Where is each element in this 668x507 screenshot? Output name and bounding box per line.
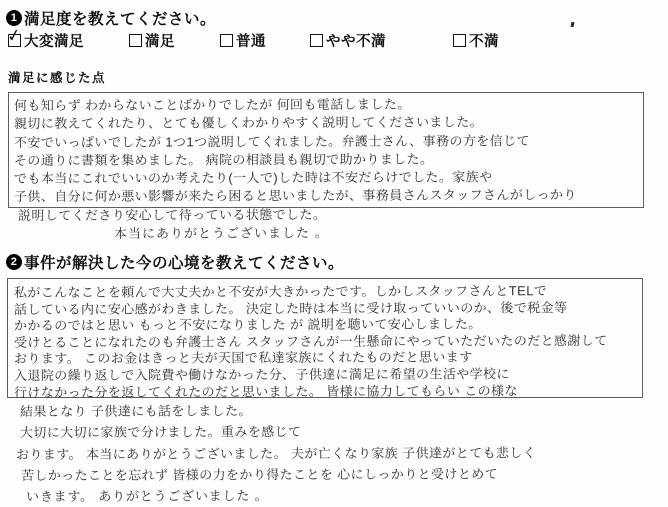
check-icon: ✓: [5, 24, 24, 48]
handwritten-line: でも本当にこれでいいのか考えたり(一人で)した時は不安だらけでした。家族や: [13, 169, 493, 187]
handwritten-answer-1: [14, 95, 577, 241]
checkbox-unchecked: [310, 34, 323, 47]
option-manzoku: [129, 30, 175, 51]
question2-title: 事件が解決した今の心境を教えてください。: [24, 255, 345, 272]
option-futsuu: [220, 30, 266, 51]
handwritten-line: かかるのではと思い もっと不安になりました が 説明を聴いて安心しました。: [13, 316, 482, 334]
option-label: 満足: [145, 34, 175, 50]
handwritten-answer-2-overflow: [14, 401, 536, 507]
checkbox-unchecked: [220, 34, 233, 47]
handwritten-line: 子供、自分に何か悪い影響が来たら困ると思いましたが、事務員さんスタッフさんがしっかり: [13, 187, 577, 205]
handwritten-line: 本当にありがとうございました 。: [113, 225, 329, 242]
handwritten-line: おります。 このお金はきっと夫が天国で私達家族にくれたものだと思います: [13, 349, 473, 367]
option-daihen-manzoku: [5, 24, 84, 51]
question2-header: [6, 251, 344, 273]
handwritten-line: 大切に大切に家族で分けました。重みを感じて: [19, 424, 302, 441]
handwritten-line: 話している内に安心感がわきました。 決定した時は本当に受け取っていいのか、後で税金等: [13, 299, 568, 317]
option-label: 不満: [469, 34, 499, 50]
handwritten-answer-2: [14, 282, 608, 398]
option-fuman: [453, 30, 499, 51]
checkbox-checked: [5, 24, 24, 48]
question1-header: [6, 7, 216, 29]
option-label: 大変満足: [24, 34, 84, 50]
option-label: 普通: [236, 34, 266, 50]
question1-title: 満足度を教えてください。: [24, 11, 217, 28]
handwritten-line: 私がこんなことを頼んで大丈夫かと不安が大きかったです。しかしスタッフさんとTELで: [13, 283, 548, 300]
checkbox-unchecked: [453, 34, 466, 47]
handwritten-line: 説明してくださり安心して待っている状態でした。: [17, 206, 327, 223]
option-yaya-fuman: [310, 30, 386, 51]
option-label: やや不満: [326, 34, 386, 50]
handwritten-line: 結果となり 子供達にも話をしました。: [19, 403, 252, 419]
handwritten-line: 何も知らず わからないことばかりでしたが 何回も電話しました。: [13, 96, 411, 113]
handwritten-line: 行けなかった分を返してくれたのだと思いました。 皆様に協力してもらい この様な: [13, 382, 518, 400]
handwritten-line: その通りに書類を集めました。 病院の相談員も親切で助かりました。: [13, 151, 434, 168]
handwritten-line: 苦しかったことを忘れず 皆様の力をかり得たことを 心にしっかりと受けとめて: [20, 466, 499, 483]
handwritten-line: おります。 本当にありがとうございました。 夫が亡くなり家族 子供達がとても悲しく: [15, 444, 537, 462]
handwritten-line: 入退院の繰り返しで入院費や働けなかった分、子供達に満足に希望の生活や学校に: [13, 366, 510, 383]
handwritten-line: いきます。 ありがとうございました 。: [25, 488, 269, 505]
question1-number-badge: 1: [6, 10, 22, 26]
scan-artifact-speck: [571, 22, 575, 28]
satisfied-points-heading: 満足に感じた点: [8, 71, 107, 85]
handwritten-line: 受けとることになれたのも弁護士さん スタッフさんが一生懸命にやっていただいたのだと感謝して: [13, 332, 608, 350]
handwritten-line: 親切に教えてくれたり、とても優しくわかりやすく説明してくださいました。: [13, 114, 484, 132]
handwritten-line: 不安でいっぱいでしたが 1つ1つ説明してくれました。弁護士さん、事務の方を信じて: [13, 132, 530, 150]
checkbox-unchecked: [129, 34, 142, 47]
question2-number-badge: 2: [6, 254, 22, 270]
